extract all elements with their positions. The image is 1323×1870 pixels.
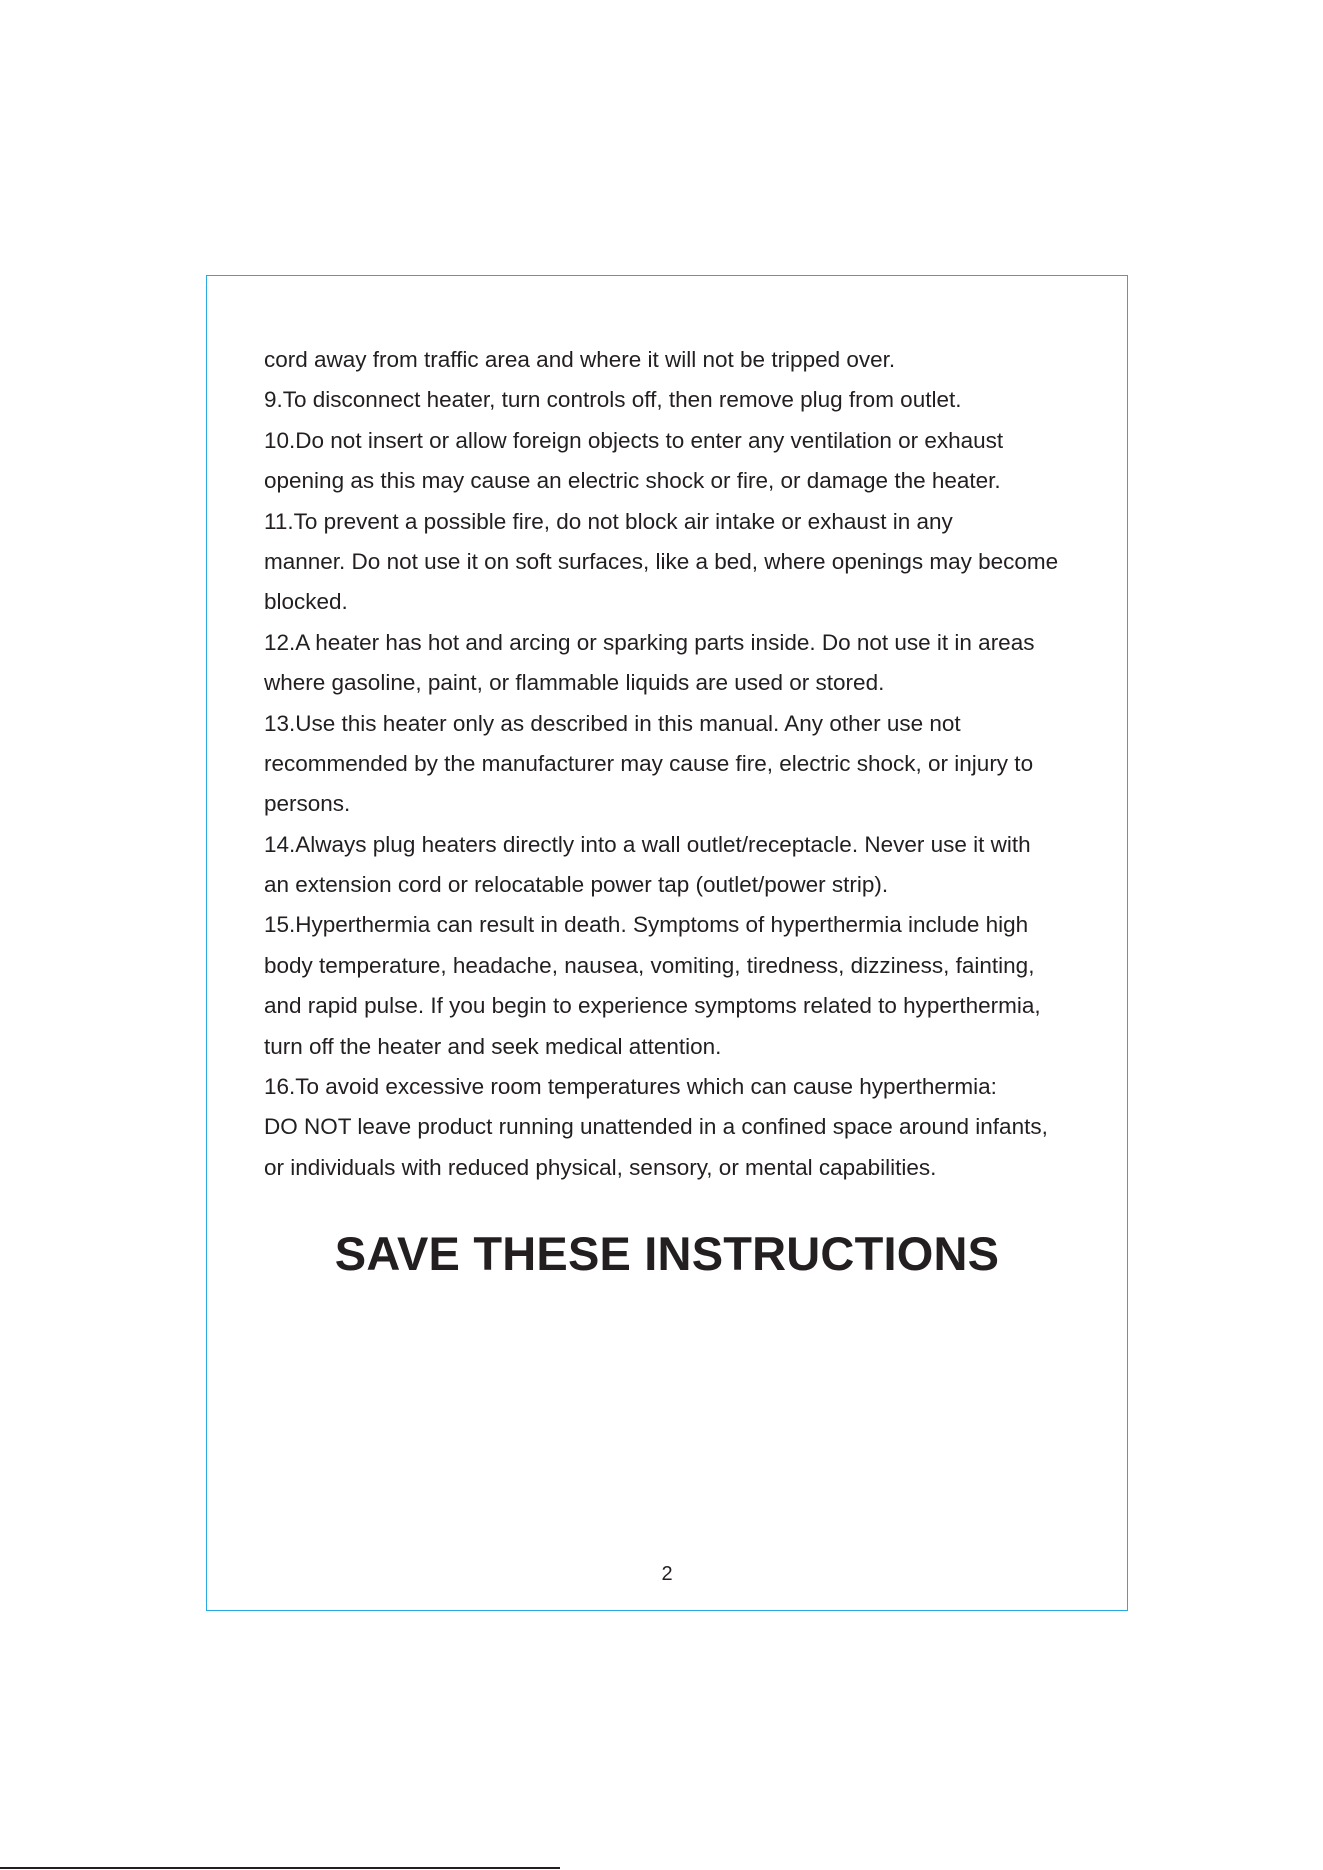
instruction-line: blocked. (264, 589, 348, 615)
instruction-line: 11.To prevent a possible fire, do not block air intake or exhaust in any (264, 508, 953, 534)
instruction-line: turn off the heater and seek medical attention. (264, 1033, 722, 1059)
instruction-line: cord away from traffic area and where it will not be tripped over. (264, 347, 896, 372)
instruction-line: 12.A heater has hot and arcing or sparking parts inside. Do not use it in areas (264, 629, 1035, 655)
instruction-line: body temperature, headache, nausea, vomiting, tiredness, dizziness, fainting, (264, 952, 1035, 978)
save-instructions-heading: SAVE THESE INSTRUCTIONS (334, 1227, 1000, 1280)
instruction-line: an extension cord or relocatable power tap (outlet/power strip). (264, 872, 889, 898)
instruction-line: 16.To avoid excessive room temperatures which can cause hyperthermia: (264, 1074, 997, 1100)
instruction-line: or individuals with reduced physical, sensory, or mental capabilities. (264, 1154, 937, 1180)
instruction-line: recommended by the manufacturer may cause fire, electric shock, or injury to (264, 750, 1034, 776)
instruction-line: where gasoline, paint, or flammable liquids are used or stored. (264, 670, 885, 696)
instruction-line: 9.To disconnect heater, turn controls off, then remove plug from outlet. (264, 387, 962, 413)
instruction-line: persons. (264, 791, 351, 817)
instructions-body (264, 340, 1104, 1188)
instruction-line: 13.Use this heater only as described in this manual. Any other use not (264, 710, 961, 736)
instruction-line: opening as this may cause an electric shock or fire, or damage the heater. (264, 468, 1001, 494)
page-number: 2 (661, 1563, 673, 1585)
instruction-line: manner. Do not use it on soft surfaces, like a bed, where openings may become (264, 548, 1059, 574)
instruction-line: DO NOT leave product running unattended in a confined space around infants, (264, 1114, 1048, 1140)
bottom-rule (0, 1867, 560, 1869)
instruction-line: and rapid pulse. If you begin to experience symptoms related to hyperthermia, (264, 993, 1041, 1019)
instruction-line: 15.Hyperthermia can result in death. Symptoms of hyperthermia include high (264, 912, 1029, 938)
instruction-line: 14.Always plug heaters directly into a wall outlet/receptacle. Never use it with (264, 831, 1031, 857)
instruction-line: 10.Do not insert or allow foreign objects to enter any ventilation or exhaust (264, 427, 1004, 453)
